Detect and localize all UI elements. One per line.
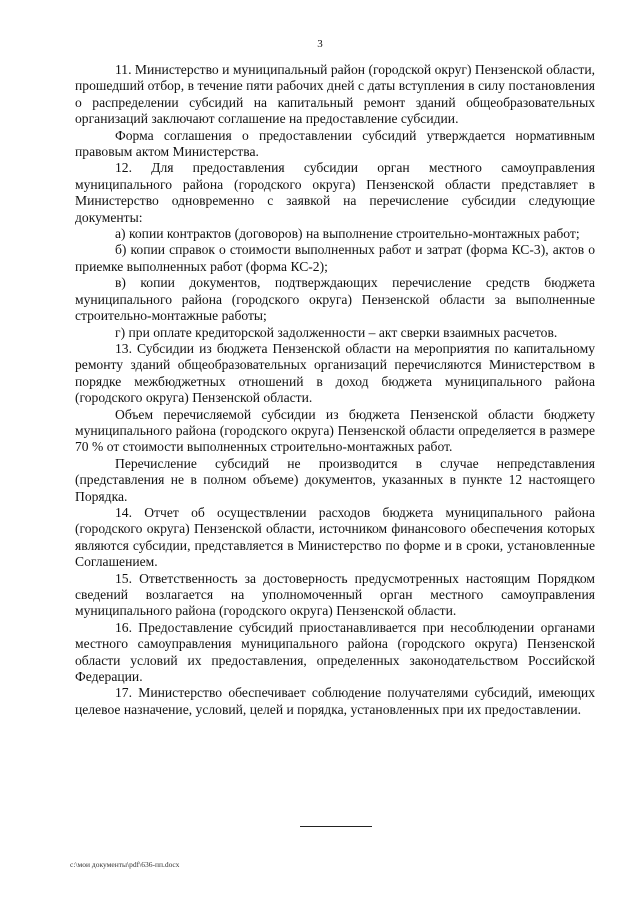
end-separator-line: [300, 826, 372, 827]
paragraph-17: 17. Министерство обеспечивает соблюдение получателями субсидий, имеющих целевое назначение, условий, целей и порядка, установленных при их предоставлении.: [75, 685, 595, 717]
paragraph-13: 13. Субсидии из бюджета Пензенской области на мероприятия по капитальному ремонту зданий общеобразовательных организаций перечисляются Министерством в порядке межбюджетных отношений в доход бюджета муниципального района (городского округа) Пензенской области.: [75, 340, 595, 406]
paragraph-11: 11. Министерство и муниципальный район (городской округ) Пензенской области, прошедший отбор, в течение пяти рабочих дней с даты вступления в силу постановления о распределении субсидий на капитальный ремонт зданий общеобразовательных организаций заключают соглашение на предоставление субсидии.: [75, 62, 595, 127]
paragraph-15: 15. Ответственность за достоверность предусмотренных настоящим Порядком сведений возлагается на уполномоченный орган местного самоуправления муниципального района (городского округа) Пензенской области.: [75, 570, 595, 619]
footer-file-path: c:\мои документы\pdf\636-пп.docx: [70, 860, 180, 869]
page-number: 3: [317, 38, 323, 50]
paragraph-12-a: а) копии контрактов (договоров) на выполнение строительно-монтажных работ;: [115, 226, 580, 242]
paragraph-12-b: б) копии справок о стоимости выполненных работ и затрат (форма КС-3), актов о приемке выполненных работ (форма КС-2);: [75, 242, 595, 274]
paragraph-12: 12. Для предоставления субсидии орган местного самоуправления муниципального района (городского округа) Пензенской области представляет в Министерство одновременно с заявкой на перечисление субсидии следующие документы:: [75, 160, 595, 225]
paragraph-14: 14. Отчет об осуществлении расходов бюджета муниципального района (городского округа) Пензенской области, источником финансового обеспечения которых являются субсидии, представляется в Министерство по форме и в сроки, установленные Соглашением.: [75, 504, 595, 570]
paragraph-transfer-condition: Перечисление субсидий не производится в случае непредставления (представления не в полном объеме) документов, указанных в пункте 12 настоящего Порядка.: [75, 455, 595, 504]
paragraph-12-g: г) при оплате кредиторской задолженности – акт сверки взаимных расчетов.: [115, 324, 558, 340]
paragraph-16: 16. Предоставление субсидий приостанавливается при несоблюдении органами местного самоуправления муниципального района (городского округа) Пензенской области условий их предоставления, определенных законодательством Российской Федерации.: [75, 619, 595, 685]
paragraph-12-v: в) копии документов, подтверждающих перечисление средств бюджета муниципального района (городского округа) Пензенской области за выполненные строительно-монтажные работы;: [75, 275, 595, 324]
paragraph-agreement-form: Форма соглашения о предоставлении субсидий утверждается нормативным правовым актом Министерства.: [75, 127, 595, 160]
paragraph-subsidy-volume: Объем перечисляемой субсидии из бюджета Пензенской области бюджету муниципального района (городского округа) Пензенской области определяется в размере 70 % от стоимости выполненных строительно-монтажных работ.: [75, 406, 595, 455]
document-body: [75, 62, 595, 718]
